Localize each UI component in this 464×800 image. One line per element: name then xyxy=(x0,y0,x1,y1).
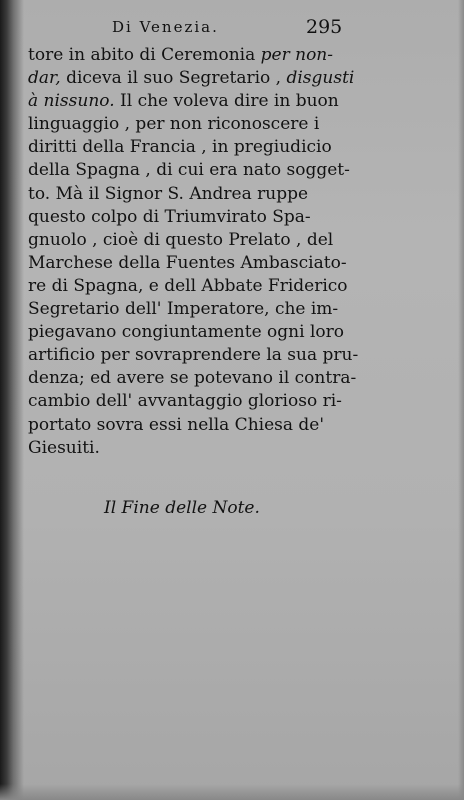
text-run: gnuolo , cioè di questo Prelato , del xyxy=(28,229,334,250)
page-edge-bottom xyxy=(0,784,464,800)
text-run: artificio per sovraprendere la sua pru- xyxy=(28,345,359,366)
text-run: cambio dell' avvantaggio glorioso ri- xyxy=(28,391,342,412)
italic-run: dar, xyxy=(28,68,61,89)
text-run: diritti della Francia , in pregiudicio xyxy=(28,137,332,158)
text-line xyxy=(28,344,428,367)
italic-run: disgusti xyxy=(286,68,355,89)
text-line xyxy=(28,90,428,113)
text-run: tore in abito di Ceremonia xyxy=(28,45,261,65)
text-line xyxy=(28,298,428,321)
running-head: Di Venezia. xyxy=(112,18,219,36)
colophon: Il Fine delle Note. xyxy=(104,498,260,518)
text-line xyxy=(28,113,428,136)
text-run: denza; ed avere se potevano il contra- xyxy=(28,368,357,389)
text-run: piegavano congiuntamente ogni loro xyxy=(28,322,344,343)
text-line xyxy=(28,275,428,298)
text-run: questo colpo di Triumvirato Spa- xyxy=(28,206,311,227)
text-run: Segretario dell' Imperatore, che im- xyxy=(28,299,339,320)
text-line xyxy=(28,67,428,90)
italic-run: à nissuno. xyxy=(28,91,115,112)
text-line xyxy=(28,321,428,344)
text-line xyxy=(28,390,428,413)
page-edge-right xyxy=(458,0,464,800)
text-run: re di Spagna, e dell Abbate Friderico xyxy=(28,275,348,296)
text-run: to. Mà il Signor S. Andrea ruppe xyxy=(28,183,309,204)
text-line xyxy=(28,183,428,206)
text-line xyxy=(28,437,428,460)
text-run: Il che voleva dire in buon xyxy=(114,91,339,112)
gutter-shadow xyxy=(0,0,24,800)
text-line xyxy=(28,44,428,67)
text-run: Giesuiti. xyxy=(28,437,100,458)
text-run: portato sovra essi nella Chiesa de' xyxy=(28,414,325,435)
italic-run: per non- xyxy=(260,45,333,65)
page-number: 295 xyxy=(306,16,343,38)
text-line xyxy=(28,229,428,252)
text-run: diceva il suo Segretario , xyxy=(60,68,287,89)
text-line xyxy=(28,252,428,275)
text-run: Marchese della Fuentes Ambasciato- xyxy=(28,252,347,273)
text-line xyxy=(28,206,428,229)
text-line xyxy=(28,159,428,182)
body-text xyxy=(28,44,428,460)
text-line xyxy=(28,367,428,390)
text-run: della Spagna , di cui era nato sogget- xyxy=(28,160,350,181)
text-line xyxy=(28,414,428,437)
text-line xyxy=(28,136,428,159)
text-run: linguaggio , per non riconoscere i xyxy=(28,114,320,135)
